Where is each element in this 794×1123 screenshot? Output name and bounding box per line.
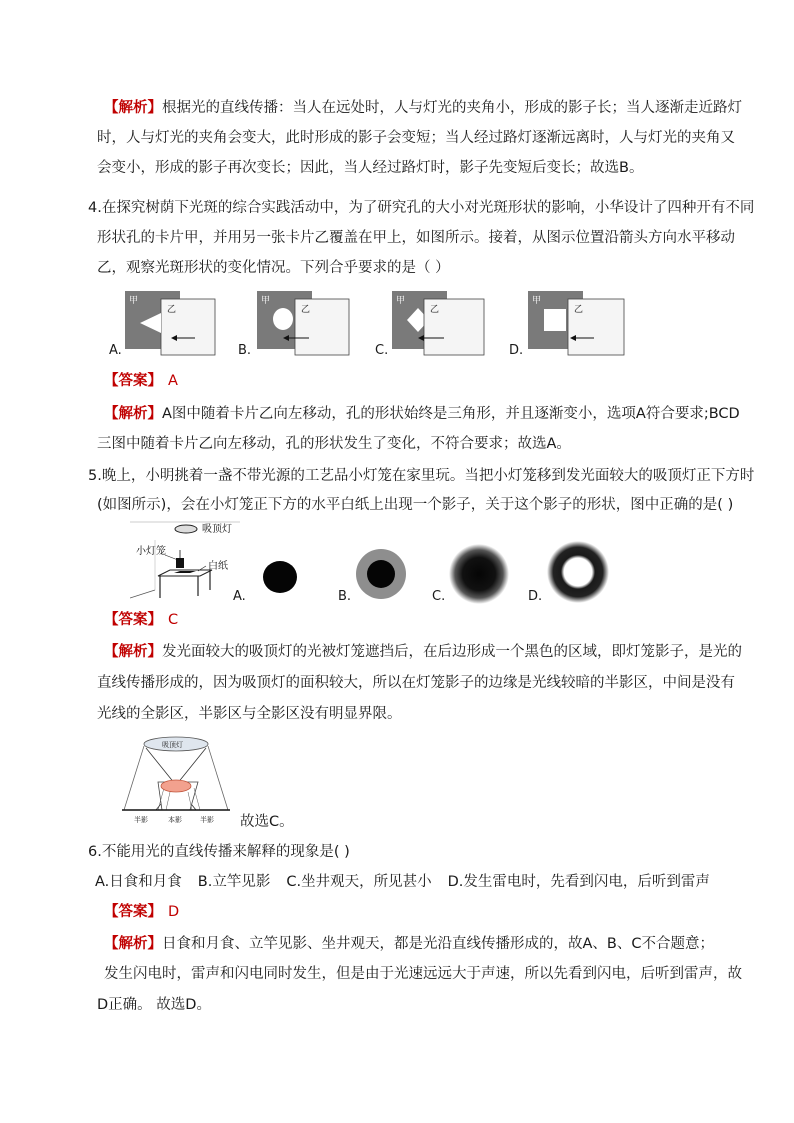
q6-option-d[interactable]: D.发生雷电时，先看到闪电，后听到雷声	[447, 874, 710, 890]
svg-text:甲: 甲	[261, 296, 271, 306]
q5-analysis-tag: 【解析】	[104, 644, 162, 660]
q6-option-b[interactable]: B.立竿见影	[197, 874, 271, 890]
q4-answer-value: A	[168, 373, 178, 389]
q5-option-d[interactable]: D.	[528, 589, 543, 604]
q4-stem-line-3: 乙，观察光斑形状的变化情况。下列合乎要求的是（ ）	[97, 260, 450, 276]
q4-figure-a	[125, 291, 220, 361]
q4-option-b[interactable]: B.	[238, 343, 252, 358]
svg-text:甲: 甲	[129, 296, 139, 306]
q4-analysis-tag: 【解析】	[104, 406, 162, 422]
q4-stem-line-1: 4.在探究树荫下光斑的综合实践活动中，为了研究孔的大小对光斑形状的影响，小华设计了四种开有不同	[88, 200, 755, 216]
q5-option-b[interactable]: B.	[338, 589, 352, 604]
q5-option-a[interactable]: A.	[233, 589, 246, 604]
q4-answer	[104, 371, 178, 391]
q5-penumbra-diagram	[118, 734, 234, 834]
q4-option-d[interactable]: D.	[509, 343, 524, 358]
q4-figure-d	[528, 291, 628, 361]
q5-scene-figure	[130, 520, 240, 608]
q5-analysis-line-2: 直线传播形成的，因为吸顶灯的面积较大，所以在灯笼影子的边缘是光线较暗的半影区，中间是没有	[97, 675, 735, 691]
q5-figure-b	[355, 548, 407, 604]
q5-figure-d	[546, 540, 610, 608]
q3-analysis-line-1: 【解析】根据光的直线传播：当人在远处时，人与灯光的夹角小，形成的影子长；当人逐渐走近路灯	[104, 100, 742, 116]
svg-text:乙: 乙	[430, 305, 440, 315]
svg-text:甲: 甲	[396, 296, 406, 306]
q6-analysis-line-1: 【解析】日食和月食、立竿见影、坐井观天，都是光沿直线传播形成的，故A、B、C不合题意；	[104, 936, 714, 952]
q3-analysis-tag: 【解析】	[104, 100, 162, 116]
q3-analysis-line-2: 时，人与灯光的夹角会变大，此时形成的影子会变短；当人经过路灯逐渐远离时，人与灯光的夹角又	[97, 130, 735, 146]
q6-option-a[interactable]: A.日食和月食	[95, 874, 182, 890]
q4-answer-tag: 【答案】	[104, 373, 162, 389]
q4-analysis-line-2: 三图中随着卡片乙向左移动，孔的形状发生了变化，不符合要求；故选A。	[97, 436, 571, 452]
svg-text:本影: 本影	[168, 816, 182, 824]
q6-options	[95, 872, 710, 892]
q4-option-a[interactable]: A.	[109, 343, 122, 358]
q4-option-c[interactable]: C.	[375, 343, 389, 358]
q6-answer-value: D	[168, 904, 180, 920]
svg-text:吸顶灯: 吸顶灯	[162, 741, 183, 749]
q3-analysis-line-3: 会变小，形成的影子再次变长；因此，当人经过路灯时，影子先变短后变长；故选B。	[97, 160, 644, 176]
q6-analysis-tag: 【解析】	[104, 936, 162, 952]
svg-text:乙: 乙	[167, 305, 177, 315]
q6-analysis-line-2: 发生闪电时，雷声和闪电同时发生，但是由于光速远远大于声速，所以先看到闪电，后听到雷声，故	[104, 966, 742, 982]
q5-stem-line-2: (如图所示)，会在小灯笼正下方的水平白纸上出现一个影子，关于这个影子的形状，图中正确的是( )	[97, 497, 734, 513]
svg-text:甲: 甲	[532, 296, 542, 306]
svg-text:半影: 半影	[134, 816, 148, 824]
q5-analysis-line-1: 【解析】发光面较大的吸顶灯的光被灯笼遮挡后，在后边形成一个黑色的区域，即灯笼影子，是光的	[104, 644, 742, 660]
q6-analysis-line-3: D正确。 故选D。	[97, 997, 211, 1013]
q5-figure-c	[448, 543, 510, 609]
svg-text:半影: 半影	[200, 816, 214, 824]
q5-stem-line-1: 5.晚上，小明挑着一盏不带光源的工艺品小灯笼在家里玩。当把小灯笼移到发光面较大的吸顶灯正下方时	[88, 468, 755, 484]
q5-analysis-line-3: 光线的全影区，半影区与全影区没有明显界限。	[97, 706, 402, 722]
q6-answer	[104, 902, 179, 922]
q6-option-c[interactable]: C.坐井观天，所见甚小	[286, 874, 432, 890]
q5-answer-tag: 【答案】	[104, 612, 162, 628]
q5-choose: 故选C。	[240, 814, 294, 830]
q4-analysis-line-1: 【解析】A图中随着卡片乙向左移动，孔的形状始终是三角形，并且逐渐变小，选项A符合要求;BCD	[104, 406, 740, 422]
q4-figure-b	[257, 291, 352, 361]
svg-text:小灯笼: 小灯笼	[136, 546, 166, 557]
svg-text:吸顶灯: 吸顶灯	[202, 524, 232, 535]
svg-text:白纸: 白纸	[208, 561, 228, 572]
svg-text:乙: 乙	[574, 305, 584, 315]
svg-text:乙: 乙	[301, 305, 311, 315]
q5-option-c[interactable]: C.	[432, 589, 446, 604]
q4-figure-c	[392, 291, 487, 361]
q5-answer-value: C	[168, 612, 179, 628]
q5-figure-a	[262, 560, 298, 598]
q5-answer	[104, 610, 178, 630]
q4-stem-line-2: 形状孔的卡片甲，并用另一张卡片乙覆盖在甲上，如图所示。接着，从图示位置沿箭头方向水平移动	[97, 230, 735, 246]
q6-stem: 6.不能用光的直线传播来解释的现象是( )	[88, 844, 350, 860]
q6-answer-tag: 【答案】	[104, 904, 162, 920]
